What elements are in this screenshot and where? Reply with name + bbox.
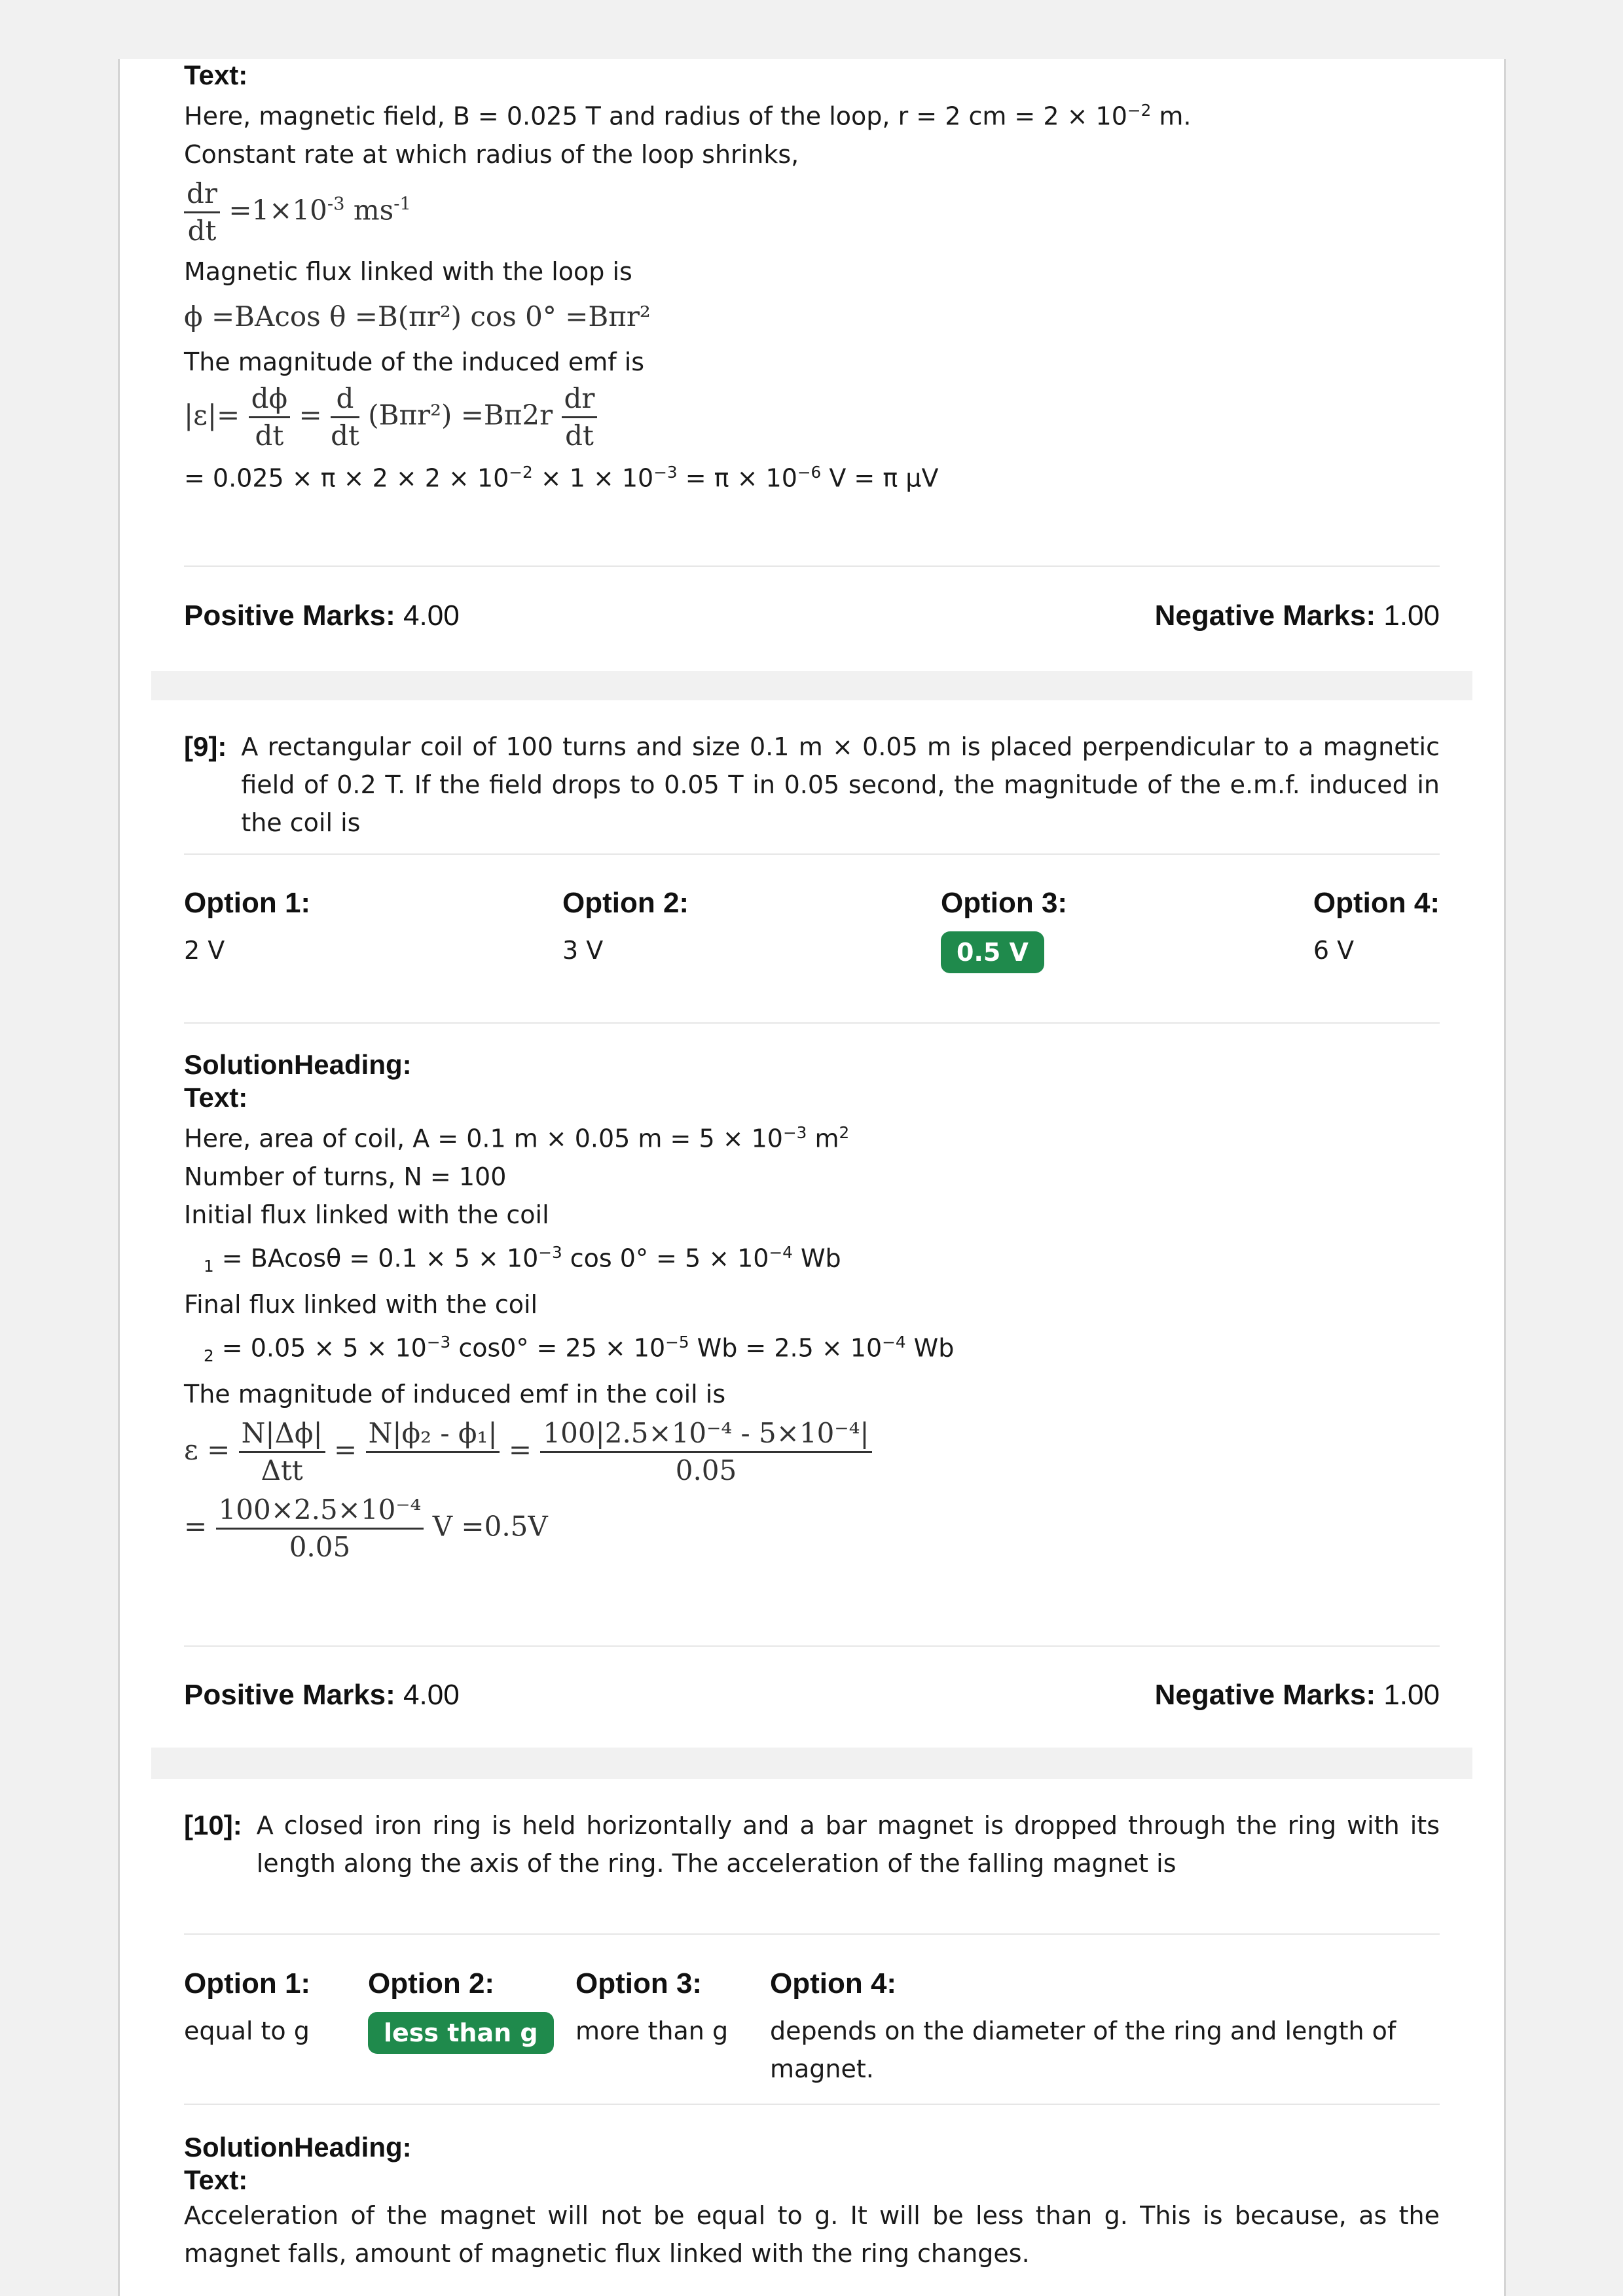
options-row xyxy=(184,1967,1440,2083)
divider xyxy=(184,853,1440,855)
question-number: [10]: xyxy=(184,1810,242,1840)
divider xyxy=(184,565,1440,567)
option-4[interactable]: Option 4: depends on the diameter of the ring and length of magnet. xyxy=(770,1967,1396,2083)
positive-marks: Positive Marks: 4.00 xyxy=(184,600,460,632)
emf-result: = $\frac{\text{100×2.5×10⁻⁴}}{0.05}$ V =0.5V xyxy=(184,1493,548,1563)
solution-line: The magnitude of the induced emf is xyxy=(184,347,645,376)
solution-line: Here, area of coil, A = 0.1 m × 0.05 $m = 5 \times 10^{-3}$ $m^2$ xyxy=(184,1123,850,1153)
card-gap xyxy=(151,671,1472,700)
correct-answer-badge: 0.5 V xyxy=(941,931,1044,973)
divider xyxy=(184,1645,1440,1647)
solution-line: Final flux linked with the coil xyxy=(184,1289,538,1319)
solution-line: Constant rate at which radius of the loop shrinks, xyxy=(184,139,799,169)
question-card-8 xyxy=(151,59,1472,671)
rate-equation: $\frac{dr}{dt}$ $=1\times 10^{-3}$ $ms^{-1}$ xyxy=(184,176,1440,249)
question-text: A closed iron ring is held horizontally and a bar magnet is dropped through the ring with its length along the axis of the ring. The acceleration of the falling magnet is xyxy=(256,1811,1440,1878)
option-2[interactable]: Option 2: less than g xyxy=(368,1967,554,2054)
flux-equation: ϕ =BAcos θ =B(πr²) cos 0° =Bπr² xyxy=(184,300,651,332)
correct-answer-badge: less than g xyxy=(368,2012,554,2054)
text-label: Text: xyxy=(184,1082,248,1113)
solution-heading: SolutionHeading: xyxy=(184,2132,412,2162)
text-label: Text: xyxy=(184,60,248,90)
option-1[interactable]: Option 1: 2 V xyxy=(184,887,311,965)
question-text: A rectangular coil of 100 turns and size 0.1 m × 0.05 m is placed perpendicular to a magnetic field of 0.2 T. If the field drops to 0.05 T in 0.05 second, the magnitude of the e.m.f. induced in the coil is xyxy=(241,732,1440,837)
divider xyxy=(184,1022,1440,1024)
divider xyxy=(184,2104,1440,2105)
options-row xyxy=(184,887,1440,978)
solution-line: Initial flux linked with the coil xyxy=(184,1200,549,1229)
emf-equation: ε = $\frac{N|\Delta\phi|}{\text{Δtt}}$ = N|ϕ₂ - ϕ₁| = $\frac{\text{100|2.5×10⁻⁴ - 5×10⁻⁴|}}{0.05}$ xyxy=(184,1416,1440,1488)
solution-line: $_2 = 0.05 \times 5 \times 10^{-3}$ $\cos 0^\circ = 25 \times 10^{-5}$ $Wb = 2.5 \times 10^{-4}$ Wb xyxy=(204,1332,955,1365)
solution-heading: SolutionHeading: xyxy=(184,1049,412,1080)
negative-marks: Negative Marks: 1.00 xyxy=(1154,600,1440,632)
solution-line: Number of turns, N = 100 xyxy=(184,1162,507,1191)
card-gap xyxy=(151,1748,1472,1779)
emf-equation: |ε|= $\frac{d\phi}{dt}$ = $\frac{d}{dt}$ (Bπr²) =Bπ2r $\frac{dr}{dt}$ xyxy=(184,381,1440,454)
option-2[interactable]: Option 2: 3 V xyxy=(562,887,689,965)
solution-line: $_1 = BAcos\theta = 0.1 \times 5 \times 10^{-3}$ $\cos 0^\circ = 5 \times 10^{-4}$ Wb xyxy=(204,1242,841,1276)
option-4[interactable]: Option 4: 6 V xyxy=(1313,887,1440,965)
solution-line: Here, magnetic field, B = 0.025 T and radius of the loop, r = 2 cm = $2 \times 10^{-2}$ m. xyxy=(184,101,1192,131)
solution-line: Magnetic flux linked with the loop is xyxy=(184,257,632,286)
question-number: [9]: xyxy=(184,731,227,762)
solution-result: = $0.025 \times \pi \times 2 \times 2 \times 10^{-2} \times 1 \times 10^{-3} = \pi \times 10^{-6}$ V = π μV xyxy=(184,462,939,493)
positive-marks: Positive Marks: 4.00 xyxy=(184,1679,460,1711)
option-3[interactable]: Option 3: 0.5 V xyxy=(941,887,1067,973)
divider xyxy=(184,1933,1440,1935)
question-card-10 xyxy=(151,1779,1472,2296)
option-1[interactable]: Option 1: equal to g xyxy=(184,1967,311,2045)
solution-line: Acceleration of the magnet will not be equal to g. It will be less than g. This is because, as the magnet falls, amount of magnetic flux linked with the ring changes. xyxy=(184,2201,1440,2268)
text-label: Text: xyxy=(184,2164,248,2195)
solution-line: The magnitude of induced emf in the coil is xyxy=(184,1379,726,1408)
question-card-9 xyxy=(151,700,1472,1748)
negative-marks: Negative Marks: 1.00 xyxy=(1154,1679,1440,1711)
option-3[interactable]: Option 3: more than g xyxy=(575,1967,729,2045)
